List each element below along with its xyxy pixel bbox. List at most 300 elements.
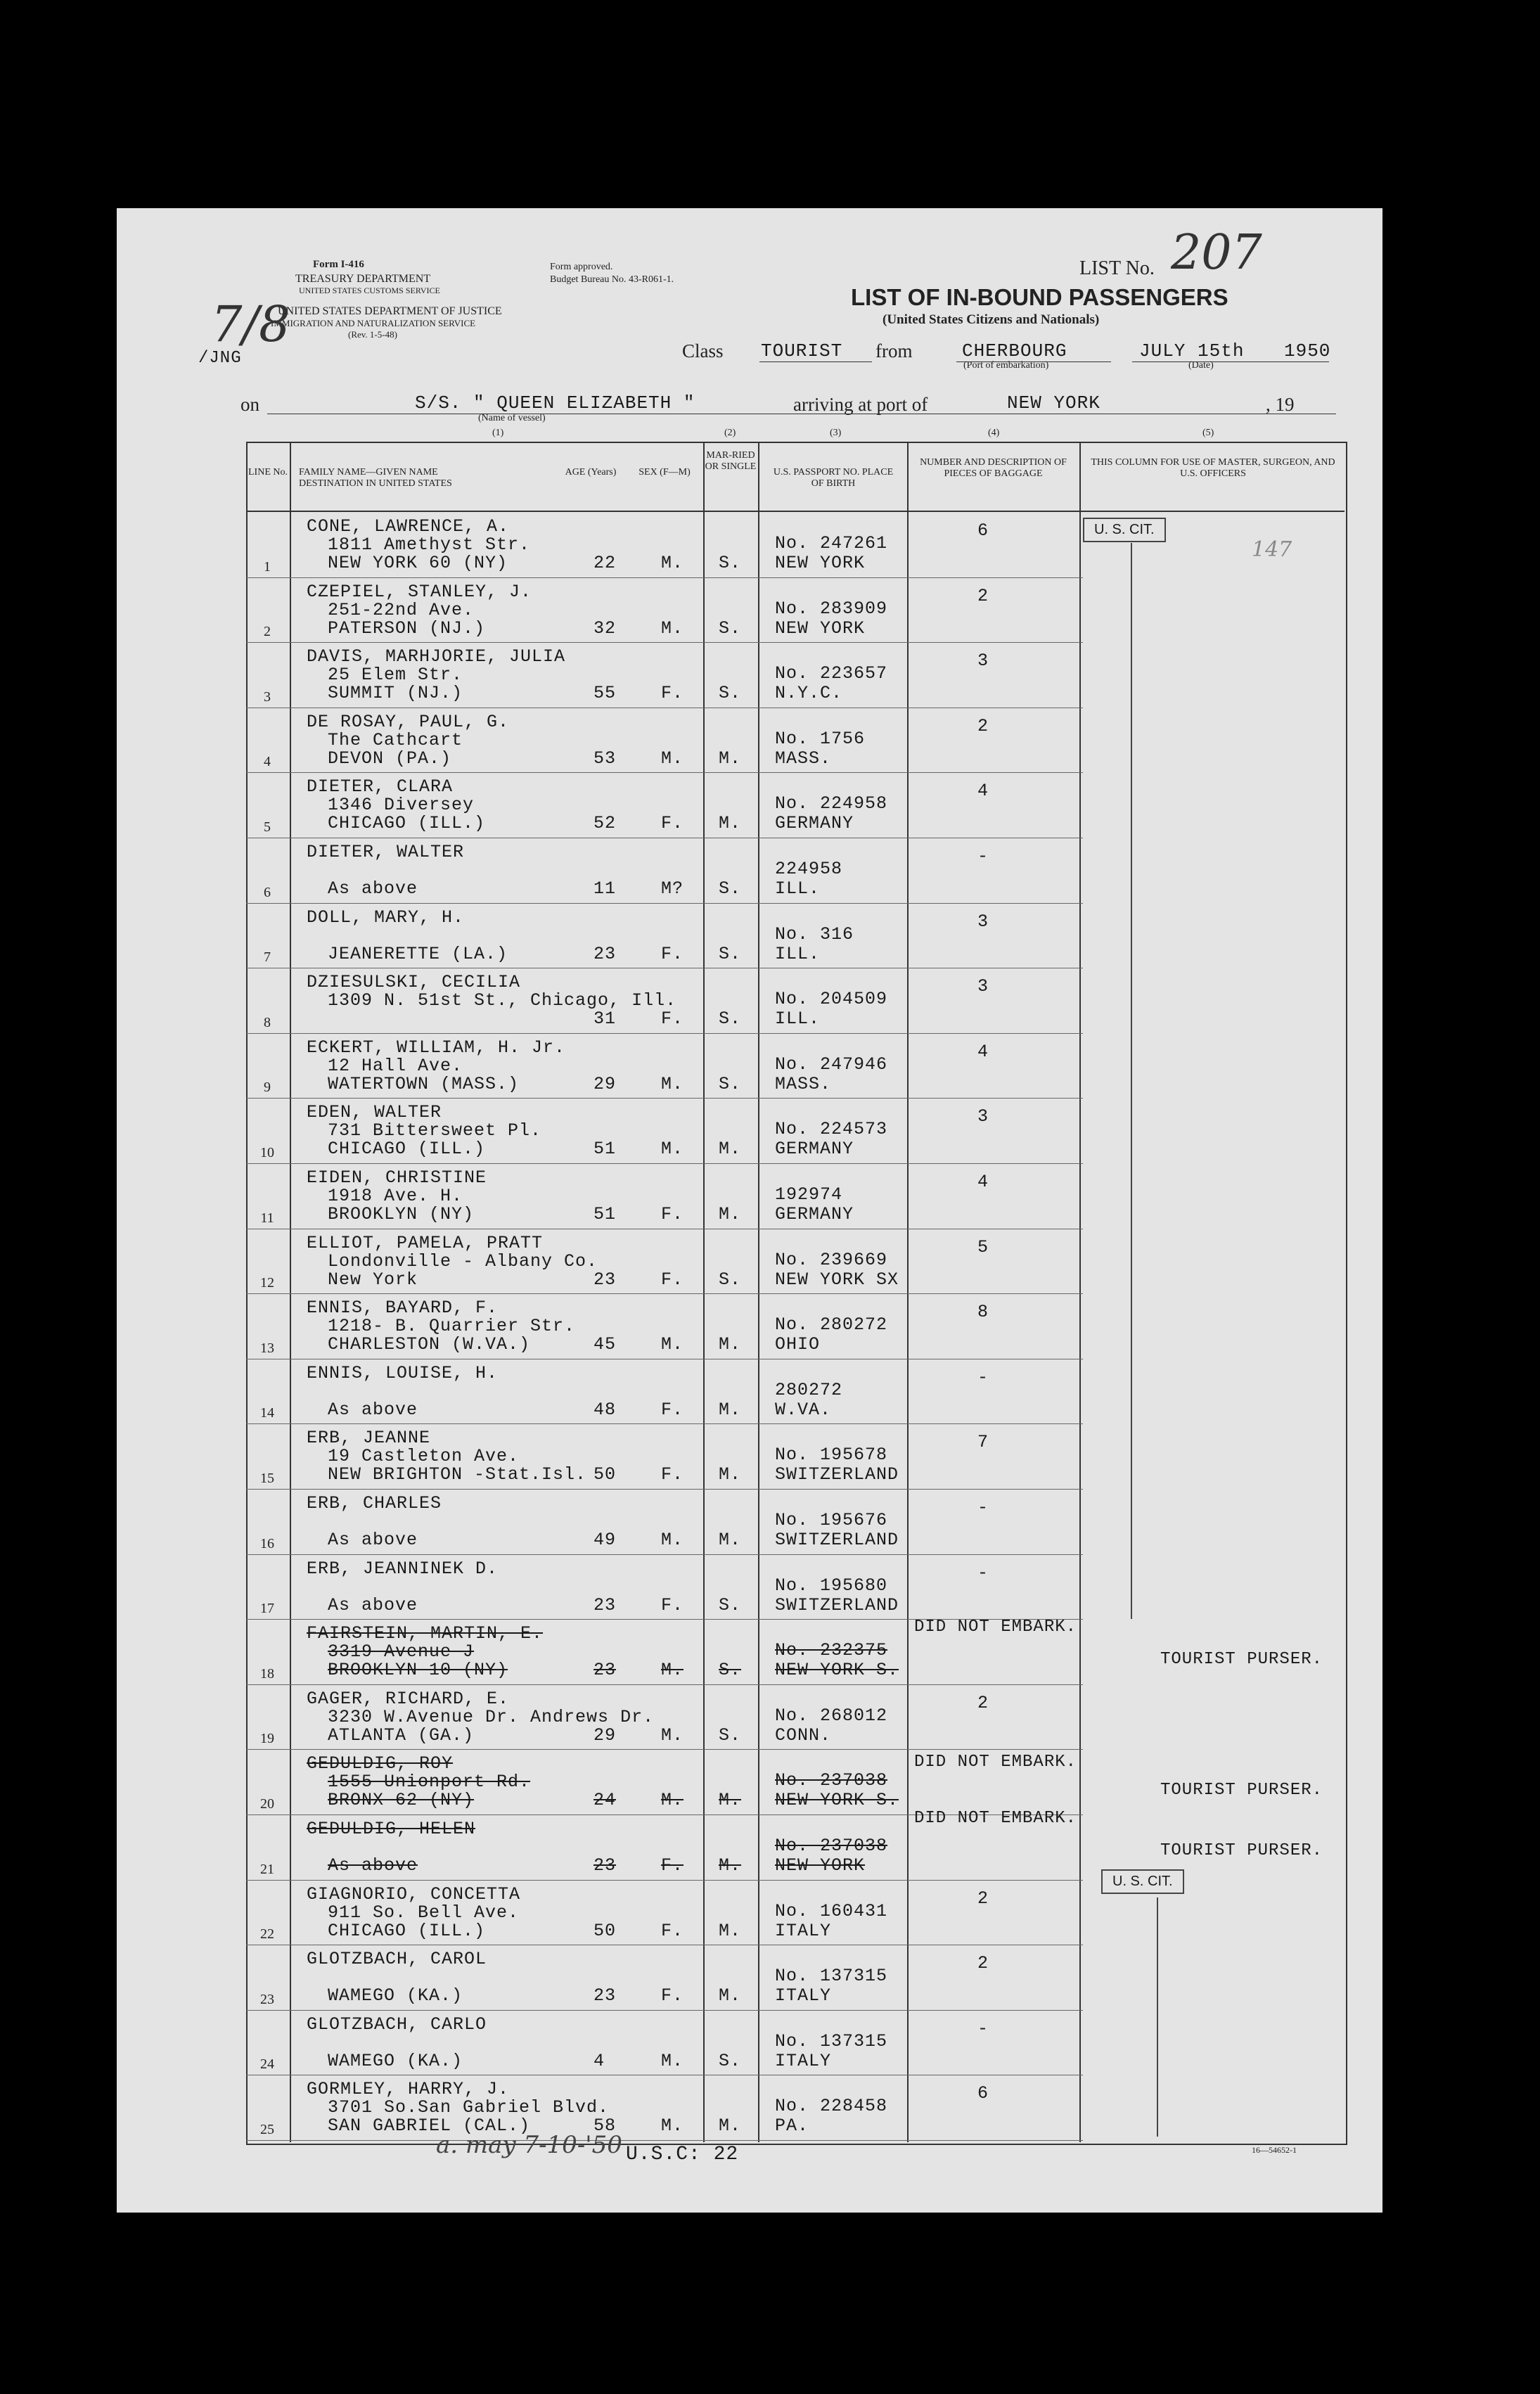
age: 23 [593, 1269, 617, 1290]
marital-status: M. [719, 1464, 742, 1485]
baggage-count: - [977, 1497, 989, 1518]
address-line: 1918 Ave. H. [328, 1186, 463, 1206]
table-row [246, 1163, 1083, 1228]
address-line: The Cathcart [328, 729, 463, 750]
baggage-count: 6 [977, 2083, 989, 2104]
table-row [246, 2010, 1083, 2075]
passenger-name: GAGER, RICHARD, E. [307, 1688, 510, 1709]
age: 49 [593, 1530, 617, 1550]
passport-number: No. 1756 [775, 728, 866, 749]
table-row [246, 642, 1083, 707]
age: 24 [593, 1790, 617, 1811]
destination: CHARLESTON (W.VA.) [328, 1334, 531, 1355]
place-of-birth: ILL. [775, 1009, 821, 1030]
passenger-name: DIETER, WALTER [307, 842, 465, 862]
passenger-name: ENNIS, LOUISE, H. [307, 1362, 499, 1383]
sex: M. [661, 1790, 684, 1811]
age: 29 [593, 1073, 617, 1094]
age: 23 [593, 1594, 617, 1615]
age: 29 [593, 1724, 617, 1746]
address-line: 3319 Avenue J [328, 1641, 475, 1663]
col-num-3: (3) [830, 428, 842, 438]
class-label: Class [682, 340, 724, 361]
marital-status: S. [719, 1269, 742, 1290]
col-num-2: (2) [724, 428, 736, 438]
passport-number: No. 247946 [775, 1054, 888, 1075]
marital-status: S. [719, 617, 742, 639]
col-header-age: AGE (Years) [565, 467, 617, 478]
age: 4 [593, 2050, 605, 2071]
marital-status: M. [719, 1399, 742, 1420]
place-of-birth: PA. [775, 2115, 809, 2137]
table-row [246, 1554, 1083, 1619]
age: 32 [593, 617, 617, 639]
table-row [246, 968, 1083, 1032]
passenger-name: GIAGNORIO, CONCETTA [307, 1883, 521, 1905]
destination: PATERSON (NJ.) [328, 617, 486, 639]
address-line: 1811 Amethyst Str. [328, 535, 531, 555]
sex: F. [661, 1920, 684, 1941]
marital-status: S. [719, 1009, 742, 1030]
col-header-line: LINE No. [248, 467, 288, 478]
bottom-handwriting: a. may 7-10-'50 [436, 2131, 622, 2159]
col-header-married: MAR-RIED OR SINGLE [705, 450, 757, 472]
place-of-birth: NEW YORK [775, 1855, 866, 1876]
destination: As above [328, 1594, 418, 1615]
line-number: 7 [264, 949, 271, 966]
arriving-label: arriving at port of [793, 394, 928, 415]
marital-status: S. [719, 1594, 742, 1615]
line-number: 3 [264, 689, 271, 705]
sex: M. [661, 1073, 684, 1094]
line-number: 4 [264, 754, 271, 770]
table-row [246, 838, 1083, 902]
form-title: LIST OF IN-BOUND PASSENGERS [851, 284, 1228, 310]
passport-number: 192974 [775, 1184, 843, 1205]
baggage-count: 3 [977, 1106, 989, 1127]
table-row [246, 1229, 1083, 1293]
marital-status: M. [719, 1139, 742, 1160]
passport-number: No. 316 [775, 923, 854, 945]
baggage-count: - [977, 1366, 989, 1388]
baggage-count: 2 [977, 1692, 989, 1713]
passenger-name: DE ROSAY, PAUL, G. [307, 711, 510, 732]
place-of-birth: ILL. [775, 878, 821, 899]
age: 48 [593, 1399, 617, 1420]
treasury-dept: TREASURY DEPARTMENT [295, 273, 431, 285]
marital-status: M. [719, 748, 742, 769]
baggage-count: 3 [977, 911, 989, 932]
destination: As above [328, 1399, 418, 1420]
budget-bureau: Budget Bureau No. 43-R061-1. [550, 274, 674, 285]
place-of-birth: NEW YORK SX [775, 1269, 899, 1290]
date-value: JULY 15th [1139, 340, 1245, 361]
us-citizen-stamp: U. S. CIT. [1083, 518, 1166, 542]
footer-code: 16—54652-1 [1252, 2145, 1297, 2155]
address-line: 1555 Unionport Rd. [328, 1772, 531, 1793]
list-no-label: LIST No. [1079, 257, 1155, 279]
marital-status: S. [719, 878, 742, 899]
col-header-baggage: NUMBER AND DESCRIPTION OF PIECES OF BAGGAGE [920, 457, 1067, 479]
sex: F. [661, 683, 684, 704]
line-number: 25 [260, 2122, 274, 2137]
col-header-sex: SEX (F—M) [639, 467, 691, 478]
col-header-name: FAMILY NAME—GIVEN NAME DESTINATION IN UNITED STATES [299, 467, 452, 489]
address-line: 731 Bittersweet Pl. [328, 1120, 542, 1141]
justice-dept: UNITED STATES DEPARTMENT OF JUSTICE [278, 305, 502, 317]
marital-status: S. [719, 683, 742, 704]
did-not-embark-18: DID NOT EMBARK. [914, 1618, 1077, 1637]
line-number: 20 [260, 1796, 274, 1812]
line-number: 14 [260, 1405, 274, 1421]
address-line: 25 Elem Str. [328, 665, 463, 686]
passport-number: No. 232375 [775, 1640, 888, 1661]
place-of-birth: NEW YORK S. [775, 1790, 899, 1811]
destination: BROOKLYN 10 (NY) [328, 1660, 508, 1681]
passport-number: No. 228458 [775, 2096, 888, 2117]
place-of-birth: SWITZERLAND [775, 1530, 899, 1550]
baggage-count: 2 [977, 1888, 989, 1909]
passport-number: No. 195678 [775, 1445, 888, 1466]
passenger-name: GLOTZBACH, CAROL [307, 1949, 487, 1970]
passenger-name: ENNIS, BAYARD, F. [307, 1298, 499, 1319]
age: 58 [593, 2115, 617, 2137]
age: 23 [593, 943, 617, 964]
destination: SAN GABRIEL (CAL.) [328, 2115, 531, 2137]
sex: M. [661, 2050, 684, 2071]
passenger-name: ERB, JEANNE [307, 1428, 431, 1449]
col-header-passport: U.S. PASSPORT NO. PLACE OF BIRTH [773, 467, 894, 489]
baggage-count: - [977, 2018, 989, 2039]
place-of-birth: SWITZERLAND [775, 1464, 899, 1485]
destination: As above [328, 878, 418, 899]
table-row [246, 1293, 1083, 1358]
passenger-name: GEDULDIG, ROY [307, 1753, 454, 1774]
line-number: 22 [260, 1926, 274, 1942]
line-number: 8 [264, 1014, 271, 1030]
passenger-name: DOLL, MARY, H. [307, 907, 465, 928]
table-row [246, 708, 1083, 772]
port-of-embarkation: CHERBOURG [962, 340, 1067, 361]
passenger-name: CZEPIEL, STANLEY, J. [307, 581, 532, 602]
passport-number: No. 137315 [775, 1966, 888, 1987]
destination: CHICAGO (ILL.) [328, 1920, 486, 1941]
line-number: 5 [264, 819, 271, 835]
form-number: Form I-416 [313, 259, 364, 270]
destination: CHICAGO (ILL.) [328, 813, 486, 834]
vessel-caption: (Name of vessel) [478, 413, 546, 423]
passport-number: No. 223657 [775, 663, 888, 684]
passenger-name: DIETER, CLARA [307, 776, 454, 798]
marital-status: M. [719, 1985, 742, 2006]
sex: F. [661, 943, 684, 964]
sex: M. [661, 748, 684, 769]
us-citizen-stamp-2: U. S. CIT. [1101, 1869, 1184, 1894]
usc-total: U.S.C: 22 [626, 2144, 739, 2165]
address-line: 3701 So.San Gabriel Blvd. [328, 2097, 610, 2118]
passenger-name: ELLIOT, PAMELA, PRATT [307, 1232, 544, 1253]
sex: F. [661, 1594, 684, 1615]
place-of-birth: NEW YORK S. [775, 1660, 899, 1681]
passport-number: No. 237038 [775, 1770, 888, 1791]
age: 53 [593, 748, 617, 769]
age: 23 [593, 1855, 617, 1876]
passport-number: No. 224573 [775, 1119, 888, 1140]
revision: (Rev. 1-5-48) [348, 329, 397, 340]
col-num-1: (1) [492, 428, 504, 438]
vessel-name: S/S. " QUEEN ELIZABETH " [415, 392, 695, 414]
passenger-name: GEDULDIG, HELEN [307, 1819, 476, 1839]
age: 50 [593, 1920, 617, 1941]
line-number: 11 [260, 1210, 274, 1226]
place-of-birth: NEW YORK [775, 553, 866, 573]
address-line: 19 Castleton Ave. [328, 1446, 520, 1467]
table-row [246, 1880, 1083, 1945]
place-of-birth: OHIO [775, 1334, 821, 1355]
baggage-count: - [977, 846, 989, 866]
baggage-count: 2 [977, 1953, 989, 1974]
passenger-name: DZIESULSKI, CECILIA [307, 972, 521, 993]
purser-21: TOURIST PURSER. [1160, 1841, 1323, 1860]
destination: WAMEGO (KA.) [328, 1985, 463, 2006]
did-not-embark-21: DID NOT EMBARK. [914, 1809, 1077, 1828]
passport-number: No. 204509 [775, 989, 888, 1010]
passenger-name: DAVIS, MARHJORIE, JULIA [307, 646, 566, 667]
baggage-count: 4 [977, 781, 989, 802]
destination: CHICAGO (ILL.) [328, 1139, 486, 1160]
table-row [246, 772, 1083, 837]
line-number: 9 [264, 1080, 271, 1096]
sex: M? [661, 878, 684, 899]
address-line: 1218- B. Quarrier Str. [328, 1316, 576, 1337]
age: 23 [593, 1985, 617, 2006]
line-number: 18 [260, 1665, 274, 1682]
marital-status: S. [719, 1660, 742, 1681]
marital-status: S. [719, 1724, 742, 1746]
passenger-name: ERB, JEANNINEK D. [307, 1558, 499, 1579]
age: 51 [593, 1204, 617, 1224]
sex: M. [661, 1724, 684, 1746]
address-line: 251-22nd Ave. [328, 599, 475, 620]
baggage-count: 5 [977, 1236, 989, 1257]
did-not-embark-20: DID NOT EMBARK. [914, 1753, 1077, 1772]
date-caption: (Date) [1188, 360, 1214, 371]
baggage-count: - [977, 1562, 989, 1583]
baggage-count: 6 [977, 520, 989, 541]
form-subtitle: (United States Citizens and Nationals) [883, 312, 1100, 327]
sex: M. [661, 553, 684, 573]
place-of-birth: N.Y.C. [775, 683, 843, 704]
baggage-count: 4 [977, 1041, 989, 1062]
baggage-count: 7 [977, 1432, 989, 1453]
passport-number: No. 239669 [775, 1249, 888, 1270]
table-row [246, 1359, 1083, 1423]
age: 22 [593, 553, 617, 573]
table-row [246, 2075, 1083, 2139]
line-number: 6 [264, 884, 271, 900]
table-row [246, 1684, 1083, 1749]
place-of-birth: NEW YORK [775, 617, 866, 639]
age: 51 [593, 1139, 617, 1160]
destination: New York [328, 1269, 418, 1290]
marital-status: M. [719, 1334, 742, 1355]
marital-status: M. [719, 1855, 742, 1876]
baggage-count: 3 [977, 976, 989, 997]
destination: As above [328, 1530, 418, 1550]
baggage-count: 8 [977, 1302, 989, 1323]
line-number: 16 [260, 1535, 274, 1551]
purser-20: TOURIST PURSER. [1160, 1781, 1323, 1800]
col-header-officers: THIS COLUMN FOR USE OF MASTER, SURGEON, AND U.S. OFFICERS [1091, 457, 1335, 479]
place-of-birth: ITALY [775, 2050, 832, 2071]
on-label: on [240, 394, 259, 415]
passport-number: No. 195680 [775, 1575, 888, 1596]
line-number: 13 [260, 1340, 274, 1356]
sex: M. [661, 2115, 684, 2137]
passport-number: No. 283909 [775, 598, 888, 619]
place-of-birth: ITALY [775, 1985, 832, 2006]
passport-number: No. 137315 [775, 2030, 888, 2051]
passenger-name: CONE, LAWRENCE, A. [307, 516, 510, 537]
baggage-count: 2 [977, 585, 989, 606]
place-of-birth: ILL. [775, 943, 821, 964]
table-row [246, 1098, 1083, 1163]
place-of-birth: ITALY [775, 1920, 832, 1941]
class-value: TOURIST [761, 340, 843, 361]
marital-status: M. [719, 813, 742, 834]
address-line: 1346 Diversey [328, 795, 475, 816]
sex: F. [661, 1204, 684, 1224]
from-label: from [875, 340, 913, 361]
table-row [246, 1945, 1083, 2009]
passenger-name: GLOTZBACH, CARLO [307, 2014, 487, 2035]
marital-status: M. [719, 2115, 742, 2137]
table-row [246, 512, 1083, 577]
passport-number: No. 247261 [775, 533, 888, 553]
age: 11 [593, 878, 617, 899]
baggage-count: 4 [977, 1172, 989, 1192]
sex: M. [661, 1139, 684, 1160]
passport-number: No. 195676 [775, 1510, 888, 1530]
address-line: 3230 W.Avenue Dr. Andrews Dr. [328, 1706, 655, 1727]
ins-service: IMMIGRATION AND NATURALIZATION SERVICE [271, 318, 476, 328]
sex: M. [661, 1334, 684, 1355]
address-line: 12 Hall Ave. [328, 1055, 463, 1076]
table-row [246, 1033, 1083, 1098]
passport-number: No. 224958 [775, 793, 888, 814]
destination: NEW BRIGHTON -Stat.Isl. [328, 1464, 587, 1485]
purser-18: TOURIST PURSER. [1160, 1650, 1323, 1669]
age: 55 [593, 683, 617, 704]
place-of-birth: W.VA. [775, 1399, 832, 1420]
destination: NEW YORK 60 (NY) [328, 553, 508, 573]
line-number: 2 [264, 624, 271, 640]
marital-status: M. [719, 1204, 742, 1224]
line-number: 21 [260, 1861, 274, 1877]
margin-note: /JNG [198, 349, 242, 368]
passport-number: No. 280272 [775, 1314, 888, 1336]
passport-number: No. 237038 [775, 1836, 888, 1856]
year-value: 1950 [1284, 340, 1331, 361]
passport-number: No. 268012 [775, 1705, 888, 1726]
passenger-name: GORMLEY, HARRY, J. [307, 2079, 510, 2100]
baggage-count: 2 [977, 715, 989, 736]
marital-status: S. [719, 553, 742, 573]
margin-handwriting: 7/8 [211, 295, 290, 353]
passenger-name: ECKERT, WILLIAM, H. Jr. [307, 1037, 566, 1058]
line-number: 15 [260, 1471, 274, 1486]
baggage-count: 3 [977, 651, 989, 672]
col-num-5: (5) [1202, 428, 1214, 438]
age: 52 [593, 813, 617, 834]
count-mark: 147 [1252, 537, 1292, 562]
destination: As above [328, 1855, 418, 1876]
passenger-name: ERB, CHARLES [307, 1493, 442, 1513]
sex: F. [661, 1399, 684, 1420]
place-of-birth: MASS. [775, 1073, 832, 1094]
year-label: , 19 [1266, 394, 1295, 415]
address-line: Londonville - Albany Co. [328, 1250, 598, 1272]
place-of-birth: GERMANY [775, 813, 854, 834]
col-num-4: (4) [988, 428, 1000, 438]
list-number: 207 [1171, 225, 1262, 281]
address-line: 1309 N. 51st St., Chicago, Ill. [328, 990, 677, 1011]
table-row [246, 1423, 1083, 1488]
passport-number: No. 160431 [775, 1900, 888, 1921]
sex: F. [661, 1985, 684, 2006]
sex: M. [661, 617, 684, 639]
marital-status: M. [719, 1530, 742, 1550]
destination: BROOKLYN (NY) [328, 1204, 475, 1224]
place-of-birth: GERMANY [775, 1204, 854, 1224]
age: 45 [593, 1334, 617, 1355]
destination: BRONX 62 (NY) [328, 1790, 475, 1811]
arrival-port: NEW YORK [1007, 392, 1101, 414]
sex: F. [661, 1855, 684, 1876]
sex: F. [661, 1269, 684, 1290]
age: 31 [593, 1009, 617, 1030]
sex: M. [661, 1530, 684, 1550]
place-of-birth: GERMANY [775, 1139, 854, 1160]
place-of-birth: CONN. [775, 1724, 832, 1746]
destination: WAMEGO (KA.) [328, 2050, 463, 2071]
line-number: 1 [264, 558, 271, 575]
line-number: 12 [260, 1275, 274, 1291]
port-caption: (Port of embarkation) [963, 360, 1049, 371]
marital-status: S. [719, 2050, 742, 2071]
address-line: 911 So. Bell Ave. [328, 1902, 520, 1923]
destination: ATLANTA (GA.) [328, 1724, 475, 1746]
sex: F. [661, 813, 684, 834]
destination: SUMMIT (NJ.) [328, 683, 463, 704]
passenger-name: EIDEN, CHRISTINE [307, 1167, 487, 1188]
form-approved: Form approved. [550, 262, 613, 272]
table-row [246, 1489, 1083, 1554]
customs-service: UNITED STATES CUSTOMS SERVICE [299, 286, 440, 295]
sex: F. [661, 1009, 684, 1030]
passenger-name: FAIRSTEIN, MARTIN, E. [307, 1623, 544, 1644]
marital-status: M. [719, 1920, 742, 1941]
place-of-birth: MASS. [775, 748, 832, 769]
marital-status: M. [719, 1790, 742, 1811]
destination: DEVON (PA.) [328, 748, 452, 769]
sex: M. [661, 1660, 684, 1681]
passport-number: 280272 [775, 1379, 843, 1400]
age: 23 [593, 1660, 617, 1681]
destination: JEANERETTE (LA.) [328, 943, 508, 964]
line-number: 17 [260, 1601, 274, 1617]
marital-status: S. [719, 943, 742, 964]
